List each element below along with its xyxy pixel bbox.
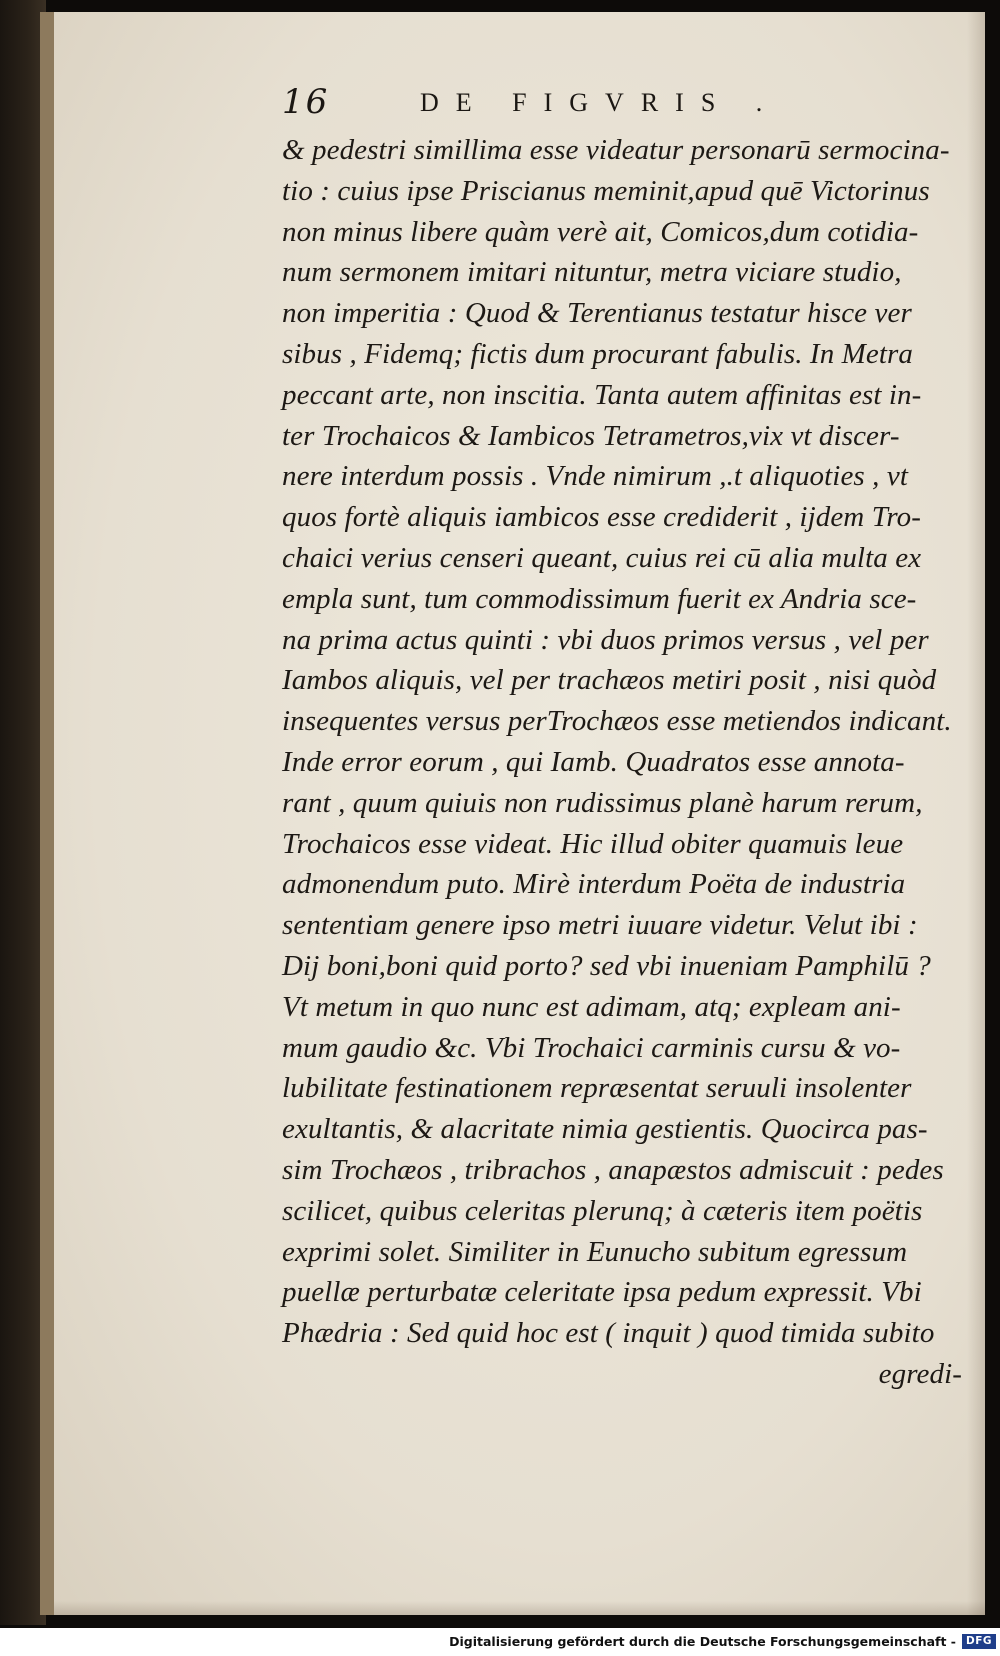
page-bottom-shadow [54,1601,985,1615]
text-line: mum gaudio &c. Vbi Trochaici carminis cursu & vo- [282,1031,901,1064]
catchword: egredi- [878,1357,962,1390]
text-line: nere interdum possis . Vnde nimirum ,.t aliquoties , vt [282,460,908,493]
text-line: tio : cuius ipse Priscianus meminit,apud quē Victorinus [282,174,930,207]
text-line: Inde error eorum , qui Iamb. Quadratos esse annota- [282,745,905,778]
text-line: chaici verius censeri queant, cuius rei cū alia multa ex [282,541,922,574]
text-line: sim Trochæos , tribrachos , anapæstos admiscuit : pedes [282,1153,944,1186]
text-line: lubilitate festinationem repræsentat seruuli insolenter [282,1072,912,1105]
text-line: sibus , Fidemq; fictis dum procurant fabulis. In Metra [282,337,914,370]
text-line: non imperitia : Quod & Terentianus testatur hisce ver [282,297,912,330]
funding-credit: Digitalisierung gefördert durch die Deutsche Forschungsgemeinschaft - [449,1634,956,1649]
text-line: sententiam genere ipso metri iuuare videtur. Velut ibi : [282,909,918,942]
footer-bar [0,1628,1000,1656]
dfg-logo-icon: DFG [962,1634,996,1649]
page-number: 16 [282,82,330,122]
text-line: ter Trochaicos & Iambicos Tetrametros,vix vt discer- [282,419,900,452]
running-header [282,82,882,122]
text-line: exultantis, & alacritate nimia gestientis. Quocirca pas- [282,1113,928,1146]
text-line: Trochaicos esse videat. Hic illud obiter quamuis leue [282,827,904,860]
text-line: Vt metum in quo nunc est adimam, atq; expleam ani- [282,990,901,1023]
text-line: peccant arte, non inscitia. Tanta autem affinitas est in- [282,378,922,411]
text-line: insequentes versus perTrochæos esse metiendos indicant. [282,705,952,738]
text-line: & pedestri simillima esse videatur personarū sermocina- [282,134,950,166]
text-line: na prima actus quinti : vbi duos primos versus , vel per [282,623,929,656]
text-line: scilicet, quibus celeritas plerunq; à cæteris item poëtis [282,1194,923,1227]
text-line: exprimi solet. Similiter in Eunucho subitum egressum [282,1235,908,1268]
text-line: rant , quum quiuis non rudissimus planè harum rerum, [282,786,923,819]
text-line: Dij boni,boni quid porto? sed vbi inueniam Pamphilū ? [282,949,931,982]
text-line: Iambos aliquis, vel per trachæos metiri posit , nisi quòd [282,664,937,697]
text-line: non minus libere quàm verè ait, Comicos,dum cotidia- [282,215,919,248]
running-title: DE FIGVRIS . [420,88,780,117]
text-line: quos fortè aliquis iambicos esse crediderit , ijdem Tro- [282,501,921,534]
body-text [282,130,972,1395]
text-line: puellæ perturbatæ celeritate ipsa pedum expressit. Vbi [282,1276,922,1309]
text-line: admonendum puto. Mirè interdum Poëta de industria [282,868,906,901]
text-line: num sermonem imitari nituntur, metra viciare studio, [282,256,902,289]
text-line: empla sunt, tum commodissimum fuerit ex Andria sce- [282,582,917,615]
text-line: Phædria : Sed quid hoc est ( inquit ) quod timida subito [282,1317,935,1350]
